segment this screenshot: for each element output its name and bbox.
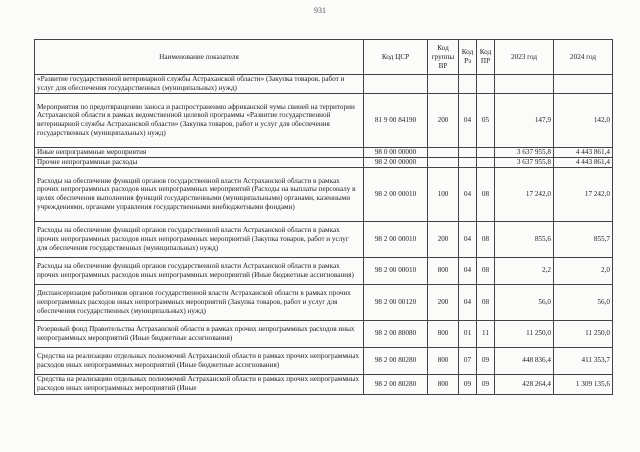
row-rz: 04 (459, 221, 477, 257)
row-csr: 98 2 00 80280 (364, 347, 428, 374)
row-2024: 4 443 861,4 (554, 157, 613, 167)
row-name: Мероприятия по предотвращению заноса и распространению африканской чумы свиней на территории Астраханской области в рамках ведомственной целевой программы «Развитие государственной ветеринарной службы Астраханской области» (Закупка товаров, работ и услуг для обеспечения государственных (муниципальных) нужд) (35, 93, 364, 147)
row-rz: 04 (459, 257, 477, 284)
row-vr (428, 157, 459, 167)
row-name: Расходы на обеспечение функций органов государственной власти Астраханской области в рамках прочих непрограммных расходов иных непрограммных мероприятий (Расходы на выплаты персоналу в целях обеспечения выполнения функций государственными (муниципальными) органами, казенными учреждениями, органами управления государственными внебюджетными фондами) (35, 167, 364, 221)
row-2023: 855,6 (495, 221, 554, 257)
row-pr: 08 (477, 257, 495, 284)
table-header-row (35, 40, 613, 75)
page-number: 931 (314, 6, 326, 15)
row-2024: 11 250,0 (554, 320, 613, 347)
row-vr: 800 (428, 257, 459, 284)
table-row (35, 221, 613, 257)
row-name: Резервный фонд Правительства Астраханской области в рамках прочих непрограммных расходов иных непрограммных мероприятий (Иные бюджетные ассигнования) (35, 320, 364, 347)
row-pr: 08 (477, 221, 495, 257)
row-csr: 98 0 00 00000 (364, 147, 428, 157)
row-2023: 448 836,4 (495, 347, 554, 374)
row-2023: 147,9 (495, 93, 554, 147)
header-name: Наименование показателя (35, 40, 364, 75)
row-2023: 17 242,0 (495, 167, 554, 221)
row-csr: 98 2 00 80280 (364, 374, 428, 394)
row-2024: 17 242,0 (554, 167, 613, 221)
row-csr: 98 2 00 80080 (364, 320, 428, 347)
row-2024: 56,0 (554, 284, 613, 320)
table-row (35, 147, 613, 157)
row-vr: 800 (428, 374, 459, 394)
row-2024 (554, 75, 613, 94)
row-csr: 98 2 00 00010 (364, 167, 428, 221)
header-2023: 2023 год (495, 40, 554, 75)
row-2024: 1 309 135,6 (554, 374, 613, 394)
row-vr: 200 (428, 93, 459, 147)
header-vr: Код группы ВР (428, 40, 459, 75)
row-2023: 2,2 (495, 257, 554, 284)
row-pr: 09 (477, 374, 495, 394)
row-rz: 04 (459, 284, 477, 320)
row-pr (477, 157, 495, 167)
table-row (35, 93, 613, 147)
row-name: «Развитие государственной ветеринарной службы Астраханской области» (Закупка товаров, работ и услуг для обеспечения государственных (муниципальных) нужд) (35, 75, 364, 94)
row-2024: 411 353,7 (554, 347, 613, 374)
row-rz: 01 (459, 320, 477, 347)
row-name: Средства на реализацию отдельных полномочий Астраханской области в рамках прочих непрограммных расходов иных непрограммных мероприятий (Иные (35, 374, 364, 394)
row-name: Средства на реализацию отдельных полномочий Астраханской области в рамках прочих непрограммных расходов иных непрограммных мероприятий (Иные бюджетные ассигнования) (35, 347, 364, 374)
row-pr (477, 147, 495, 157)
table-row (35, 157, 613, 167)
row-pr: 05 (477, 93, 495, 147)
row-vr: 100 (428, 167, 459, 221)
row-2023: 428 264,4 (495, 374, 554, 394)
row-name: Прочие непрограммные расходы (35, 157, 364, 167)
row-vr: 200 (428, 284, 459, 320)
row-2024: 4 443 861,4 (554, 147, 613, 157)
row-vr: 200 (428, 221, 459, 257)
row-csr: 98 2 00 00010 (364, 221, 428, 257)
row-2023: 3 637 955,8 (495, 147, 554, 157)
row-csr: 98 2 00 00010 (364, 257, 428, 284)
row-pr (477, 75, 495, 94)
row-rz: 04 (459, 93, 477, 147)
row-csr: 98 2 00 00120 (364, 284, 428, 320)
row-csr: 81 9 00 84190 (364, 93, 428, 147)
row-rz (459, 147, 477, 157)
row-rz (459, 157, 477, 167)
row-pr: 08 (477, 284, 495, 320)
row-pr: 08 (477, 167, 495, 221)
table-row (35, 284, 613, 320)
row-vr (428, 147, 459, 157)
row-pr: 09 (477, 347, 495, 374)
row-2023: 56,0 (495, 284, 554, 320)
table-row (35, 167, 613, 221)
row-pr: 11 (477, 320, 495, 347)
row-rz: 09 (459, 374, 477, 394)
table-row (35, 347, 613, 374)
table-row (35, 320, 613, 347)
header-2024: 2024 год (554, 40, 613, 75)
row-rz: 07 (459, 347, 477, 374)
row-vr (428, 75, 459, 94)
table-row (35, 374, 613, 394)
row-2024: 142,0 (554, 93, 613, 147)
row-name: Диспансеризация работников органов государственной власти Астраханской области в рамках прочих непрограммных расходов иных непрограммных мероприятий (Закупка товаров, работ и услуг для обеспечения государственных (муниципальных) нужд) (35, 284, 364, 320)
budget-table (34, 39, 613, 395)
row-vr: 800 (428, 347, 459, 374)
header-pr: Код ПР (477, 40, 495, 75)
row-csr (364, 75, 428, 94)
row-2024: 855,7 (554, 221, 613, 257)
table-row (35, 257, 613, 284)
table-row (35, 75, 613, 94)
row-name: Расходы на обеспечение функций органов государственной власти Астраханской области в рамках прочих непрограммных расходов иных непрограммных мероприятий (Закупка товаров, работ и услуг для обеспечения государственных (муниципальных) нужд) (35, 221, 364, 257)
header-rz: Код Рз (459, 40, 477, 75)
row-2023: 3 637 955,8 (495, 157, 554, 167)
row-rz: 04 (459, 167, 477, 221)
row-rz (459, 75, 477, 94)
row-csr: 98 2 00 00000 (364, 157, 428, 167)
row-name: Расходы на обеспечение функций органов государственной власти Астраханской области в рамках прочих непрограммных расходов иных непрограммных мероприятий (Иные бюджетные ассигнования) (35, 257, 364, 284)
row-2023: 11 250,0 (495, 320, 554, 347)
row-name: Иные непрограммные мероприятия (35, 147, 364, 157)
row-2023 (495, 75, 554, 94)
header-csr: Код ЦСР (364, 40, 428, 75)
row-2024: 2,0 (554, 257, 613, 284)
row-vr: 800 (428, 320, 459, 347)
